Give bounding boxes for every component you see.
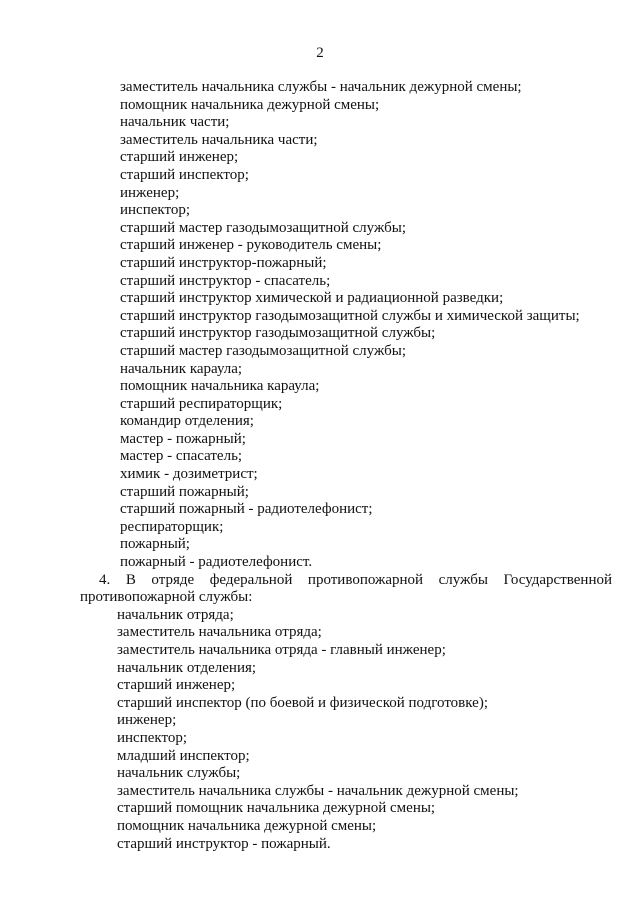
- list-item: респираторщик;: [120, 518, 224, 535]
- list-item: старший респираторщик;: [120, 395, 283, 412]
- list-item: старший пожарный - радиотелефонист;: [120, 501, 373, 518]
- list-item: инспектор;: [120, 202, 191, 219]
- list-item: инженер;: [120, 184, 180, 201]
- list-item: инспектор;: [117, 729, 188, 746]
- list-item: старший инструктор газодымозащитной службы и химической защиты;: [120, 307, 580, 324]
- positions-list-continued: [0, 79, 640, 572]
- list-item: инженер;: [117, 712, 177, 729]
- list-item: старший инструктор - пожарный.: [117, 835, 331, 852]
- list-item: старший инструктор химической и радиационной разведки;: [120, 290, 504, 307]
- list-item: старший помощник начальника дежурной смены;: [117, 800, 436, 817]
- list-item: заместитель начальника службы - начальник дежурной смены;: [117, 782, 519, 799]
- list-item: старший мастер газодымозащитной службы;: [120, 342, 407, 359]
- list-item: заместитель начальника отряда;: [117, 624, 322, 641]
- section-4-heading: 4. В отряде федеральной противопожарной службы Государственной противопожарной службы:: [80, 571, 612, 606]
- list-item: заместитель начальника службы - начальник дежурной смены;: [120, 79, 522, 95]
- list-item: младший инспектор;: [117, 747, 250, 764]
- list-item: начальник отделения;: [117, 659, 257, 676]
- list-item: начальник караула;: [120, 360, 243, 377]
- list-item: старший инструктор газодымозащитной службы;: [120, 325, 436, 342]
- list-item: химик - дозиметрист;: [120, 466, 258, 483]
- list-item: заместитель начальника отряда - главный инженер;: [117, 642, 446, 658]
- list-item: начальник части;: [120, 114, 230, 131]
- page-number: 2: [316, 45, 324, 61]
- document-body: [0, 79, 640, 853]
- list-item: старший инспектор;: [120, 166, 249, 183]
- list-item: старший инженер;: [117, 677, 236, 694]
- list-item: начальник отряда;: [117, 606, 234, 623]
- list-item: пожарный;: [120, 536, 190, 553]
- list-item: старший инженер - руководитель смены;: [120, 237, 382, 254]
- list-item: мастер - спасатель;: [120, 448, 243, 465]
- list-item: помощник начальника караула;: [120, 378, 320, 395]
- list-item: старший инспектор (по боевой и физической подготовке);: [117, 694, 489, 711]
- list-item: начальник службы;: [117, 765, 241, 782]
- list-item: старший мастер газодымозащитной службы;: [120, 219, 407, 236]
- list-item: мастер - пожарный;: [120, 430, 246, 447]
- list-item: заместитель начальника части;: [120, 131, 318, 148]
- list-item: командир отделения;: [120, 413, 254, 430]
- list-item: старший инженер;: [120, 149, 239, 166]
- list-item: помощник начальника дежурной смены;: [120, 96, 380, 113]
- list-item: пожарный - радиотелефонист.: [120, 554, 313, 571]
- list-item: старший пожарный;: [120, 483, 249, 500]
- list-item: старший инструктор - спасатель;: [120, 272, 331, 289]
- list-item: помощник начальника дежурной смены;: [117, 817, 377, 834]
- positions-list-section-4: [0, 607, 640, 853]
- list-item: старший инструктор-пожарный;: [120, 254, 327, 271]
